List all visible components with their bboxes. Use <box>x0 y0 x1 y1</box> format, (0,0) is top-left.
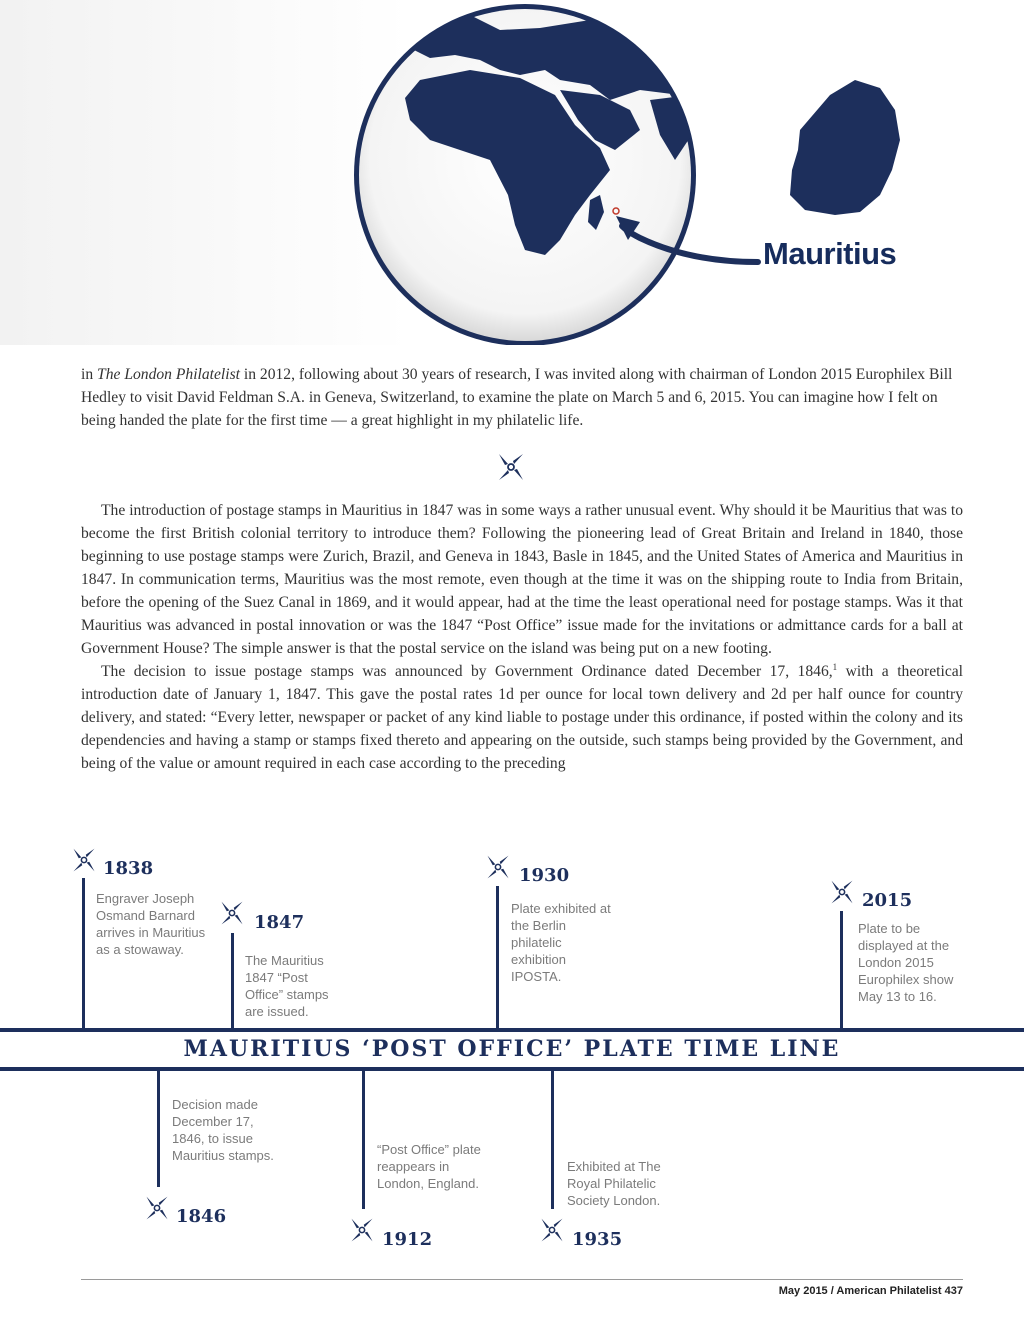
timeline-note-1912: “Post Office” plate reappears in London, England. <box>377 1142 481 1191</box>
timeline-note-1838: Engraver Joseph Osmand Barnard arrives in Mauritius as a stowaway. <box>96 891 206 957</box>
propeller-icon <box>218 899 246 927</box>
paragraph-1: The introduction of postage stamps in Mauritius in 1847 was in some ways a rather unusual event. Why should it be Mauritius that was to become the first British colonial territory to introduce them? Following the pioneering lead of Great Britain and Ireland in 1840, those beginning to use postage stamps were Zurich, Brazil, and Geneva in 1843, Basle in 1845, and the United States of America and Mauritius in 1847. In communication terms, Mauritius was the most remote, even though at the time it was on the shipping route to India from Britain, before the opening of the Suez Canal in 1869, and it would appear, had at the time the least operational need for postage stamps. Was it that Mauritius was advanced in postal innovation or was the 1847 “Post Office” issue made for the invitations or admittance cards for a ball at Government House? The simple answer is that the postal service on the island was being put on a new footing. <box>81 502 963 657</box>
timeline-year-1838: 1838 <box>103 858 154 879</box>
footnote-ref: 1 <box>832 661 838 672</box>
propeller-icon <box>828 878 856 906</box>
propeller-icon <box>348 1216 376 1244</box>
timeline-stem <box>362 1069 365 1209</box>
intro-paragraph <box>81 363 963 432</box>
timeline-rule-bottom <box>0 1067 1024 1071</box>
mauritius-map-label: Mauritius <box>763 236 897 271</box>
intro-text: in 2012, following about 30 years of research, I was invited along with chairman of London 2015 Europhilex Bill Hedley to visit David Feldman S.A. in Geneva, Switzerland, to examine the plate on March 5 and 6, 2015. You can imagine how I felt on being handed the plate for the first time — a great highlight in my philatelic life. <box>81 366 953 429</box>
article-body <box>81 499 963 775</box>
timeline-note-1847: The Mauritius 1847 “Post Office” stamps are issued. <box>245 953 329 1019</box>
timeline-note-1846: Decision made December 17, 1846, to issue Mauritius stamps. <box>172 1097 274 1163</box>
propeller-icon <box>484 853 512 881</box>
propeller-icon <box>538 1216 566 1244</box>
intro-prefix: in <box>81 366 98 383</box>
propeller-icon <box>495 451 527 483</box>
timeline-stem <box>840 911 843 1030</box>
timeline-stem <box>496 886 499 1030</box>
timeline-year-1930: 1930 <box>519 865 570 886</box>
timeline-rule-top <box>0 1028 1024 1032</box>
propeller-icon <box>143 1194 171 1222</box>
timeline-year-1935: 1935 <box>572 1229 623 1250</box>
timeline-stem <box>82 878 85 1030</box>
mauritius-location-map <box>0 0 1024 345</box>
timeline-year-1847: 1847 <box>254 912 305 933</box>
propeller-icon <box>70 846 98 874</box>
timeline-note-1935: Exhibited at The Royal Philatelic Society London. <box>567 1159 661 1208</box>
page-footer: May 2015 / American Philatelist 437 <box>778 1285 963 1297</box>
journal-title: The London Philatelist <box>97 366 240 383</box>
timeline-stem <box>551 1069 554 1209</box>
timeline-stem <box>157 1069 160 1187</box>
timeline-stem <box>231 933 234 1030</box>
footer-rule <box>81 1279 963 1280</box>
timeline-note-1930: Plate exhibited at the Berlin philatelic exhibition IPOSTA. <box>511 901 611 984</box>
timeline-year-1846: 1846 <box>176 1206 227 1227</box>
timeline-year-2015: 2015 <box>862 890 913 911</box>
timeline-title: MAURITIUS ‘POST OFFICE’ PLATE TIME LINE <box>183 1036 841 1062</box>
timeline-year-1912: 1912 <box>382 1229 433 1250</box>
timeline-note-2015: Plate to be displayed at the London 2015 Europhilex show May 13 to 16. <box>858 921 954 1004</box>
paragraph-2: The decision to issue postage stamps was announced by Government Ordinance dated December 17, 1846,$^1$ with a theoretical introduction date of January 1, 1847. This gave the postal rates 1d per ounce for local town delivery and 2d per half ounce for country delivery, and stated: “Every letter, newspaper or packet of any kind liable to postage under this ordinance, if posted within the colony and its dependencies and having a stamp or stamps fixed thereto and appearing on the outside, such stamps being provided by the Government, and being of the value or amount required in each case according to the preceding <box>81 661 963 772</box>
